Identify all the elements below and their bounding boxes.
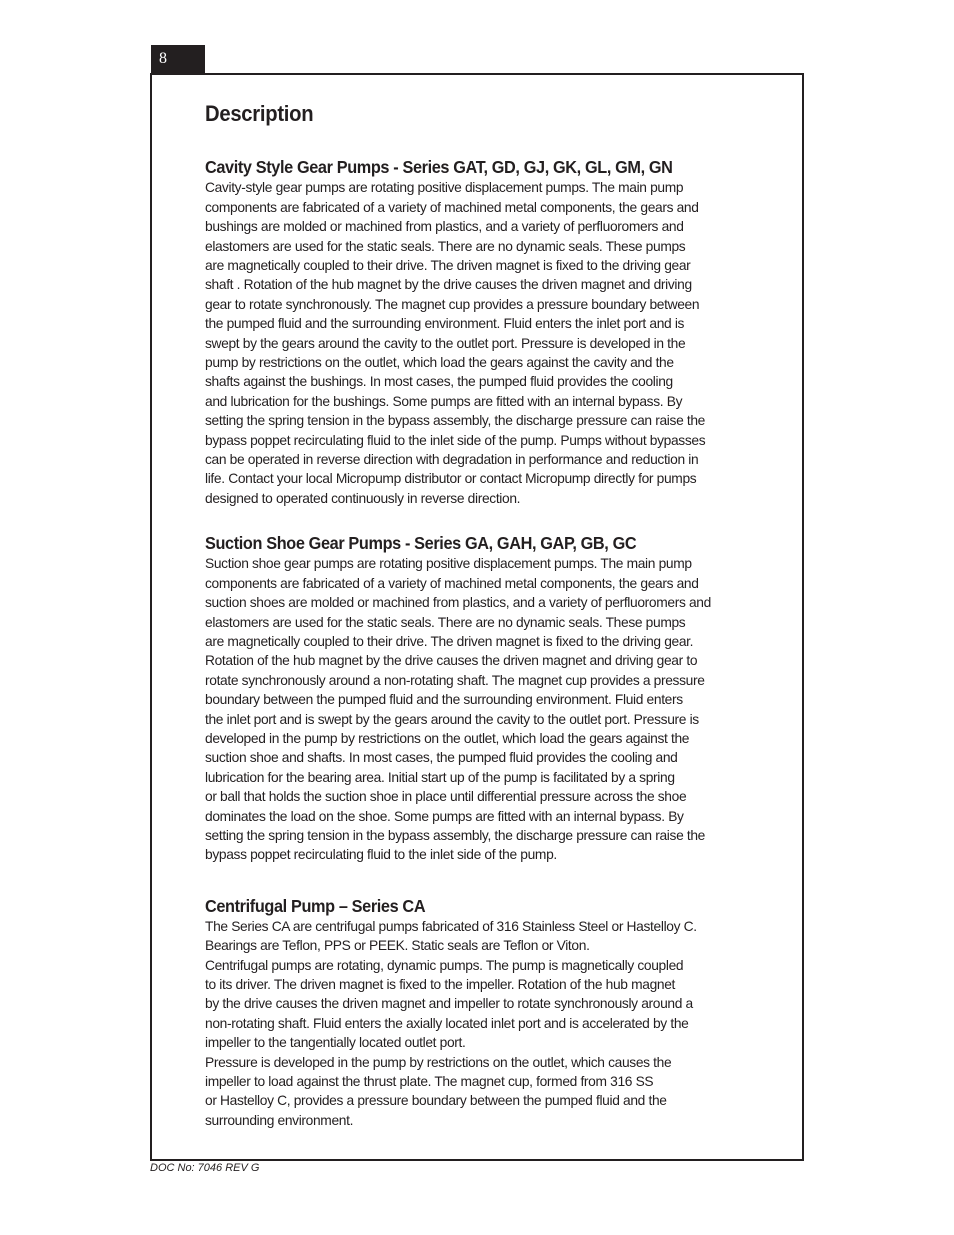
body-line: elastomers are used for the static seals. There are no dynamic seals. These pumps bbox=[205, 238, 686, 254]
body-line: bypass poppet recirculating fluid to the inlet side of the pump. Pumps without bypasses bbox=[205, 432, 706, 448]
body-line: the pumped fluid and the surrounding environment. Fluid enters the inlet port and is bbox=[205, 316, 685, 332]
body-line: impeller to load against the thrust plate. The magnet cup, formed from 316 SS bbox=[205, 1074, 654, 1090]
section bbox=[205, 156, 745, 508]
body-line: Rotation of the hub magnet by the drive causes the driven magnet and driving gear to bbox=[205, 653, 698, 669]
body-line: shafts against the bushings. In most cases, the pumped fluid provides the cooling bbox=[205, 374, 673, 390]
body-line: setting the spring tension in the bypass assembly, the discharge pressure can raise the bbox=[205, 827, 706, 843]
body-line: bushings are molded or machined from plastics, and a variety of perfluoromers and bbox=[205, 219, 684, 235]
body-line: Cavity-style gear pumps are rotating positive displacement pumps. The main pump bbox=[205, 180, 684, 196]
body-line: swept by the gears around the cavity to the outlet port. Pressure is developed in the bbox=[205, 335, 686, 351]
body-line: Suction shoe gear pumps are rotating positive displacement pumps. The main pump bbox=[205, 556, 692, 572]
body-line: suction shoe and shafts. In most cases, the pumped fluid provides the cooling and bbox=[205, 750, 678, 766]
body-line: dominates the load on the shoe. Some pumps are fitted with an internal bypass. By bbox=[205, 808, 684, 824]
sections-container bbox=[205, 156, 745, 1130]
doc-number: DOC No: 7046 REV G bbox=[150, 1162, 260, 1174]
body-line: or ball that holds the suction shoe in place until differential pressure across the shoe bbox=[205, 789, 687, 805]
page-number: 8 bbox=[151, 45, 205, 73]
body-line: surrounding environment. bbox=[205, 1112, 354, 1128]
section-body bbox=[205, 917, 745, 1130]
body-line: and lubrication for the bushings. Some pumps are fitted with an internal bypass. By bbox=[205, 393, 683, 409]
body-line: boundary between the pumped fluid and the surrounding environment. Fluid enters bbox=[205, 692, 683, 708]
body-line: gear to rotate synchronously. The magnet cup provides a pressure boundary between bbox=[205, 296, 700, 312]
section-body bbox=[205, 554, 745, 865]
body-line: bypass poppet recirculating fluid to the inlet side of the pump. bbox=[205, 847, 557, 863]
body-line: pump by restrictions on the outlet, which load the gears against the cavity and the bbox=[205, 355, 674, 371]
body-line: suction shoes are molded or machined from plastics, and a variety of perfluoromers and bbox=[205, 595, 711, 611]
section-body bbox=[205, 178, 745, 508]
body-line: life. Contact your local Micropump distributor or contact Micropump directly for pumps bbox=[205, 471, 697, 487]
body-line: components are fabricated of a variety of machined metal components, the gears and bbox=[205, 199, 699, 215]
body-line: Bearings are Teflon, PPS or PEEK. Static seals are Teflon or Viton. bbox=[205, 938, 590, 954]
section bbox=[205, 895, 745, 1130]
body-line: designed to operated continuously in reverse direction. bbox=[205, 490, 521, 506]
content-frame bbox=[150, 73, 804, 1161]
body-line: the inlet port and is swept by the gears around the cavity to the outlet port. Pressure is bbox=[205, 711, 699, 727]
body-line: can be operated in reverse direction with degradation in performance and reduction in bbox=[205, 452, 699, 468]
body-line: are magnetically coupled to their drive. The driven magnet is fixed to the driving gear bbox=[205, 258, 691, 274]
body-line: are magnetically coupled to their drive. The driven magnet is fixed to the driving gear. bbox=[205, 633, 694, 649]
body-line: lubrication for the bearing area. Initial start up of the pump is facilitated by a spring bbox=[205, 769, 675, 785]
body-line: Centrifugal pumps are rotating, dynamic pumps. The pump is magnetically coupled bbox=[205, 957, 684, 973]
section-heading: Suction Shoe Gear Pumps - Series GA, GAH, GAP, GB, GC bbox=[205, 533, 637, 554]
content-area bbox=[205, 101, 745, 1130]
body-line: rotate synchronously around a non-rotating shaft. The magnet cup provides a pressure bbox=[205, 672, 705, 688]
body-line: or Hastelloy C, provides a pressure boundary between the pumped fluid and the bbox=[205, 1093, 667, 1109]
body-line: by the drive causes the driven magnet and impeller to rotate synchronously around a bbox=[205, 996, 693, 1012]
section bbox=[205, 532, 745, 865]
body-line: The Series CA are centrifugal pumps fabricated of 316 Stainless Steel or Hastelloy C. bbox=[205, 918, 697, 934]
body-line: components are fabricated of a variety of machined metal components, the gears and bbox=[205, 575, 699, 591]
body-line: to its driver. The driven magnet is fixed to the impeller. Rotation of the hub magnet bbox=[205, 977, 676, 993]
body-line: non-rotating shaft. Fluid enters the axially located inlet port and is accelerated by the bbox=[205, 1015, 689, 1031]
body-line: shaft . Rotation of the hub magnet by the drive causes the driven magnet and driving bbox=[205, 277, 692, 293]
body-line: Pressure is developed in the pump by restrictions on the outlet, which causes the bbox=[205, 1054, 672, 1070]
section-heading: Centrifugal Pump – Series CA bbox=[205, 895, 426, 916]
body-line: developed in the pump by restrictions on the outlet, which load the gears against the bbox=[205, 730, 690, 746]
body-line: impeller to the tangentially located outlet port. bbox=[205, 1035, 466, 1051]
body-line: setting the spring tension in the bypass assembly, the discharge pressure can raise the bbox=[205, 413, 706, 429]
section-heading: Cavity Style Gear Pumps - Series GAT, GD, GJ, GK, GL, GM, GN bbox=[205, 157, 673, 178]
page-title: Description bbox=[205, 101, 314, 126]
body-line: elastomers are used for the static seals. There are no dynamic seals. These pumps bbox=[205, 614, 686, 630]
